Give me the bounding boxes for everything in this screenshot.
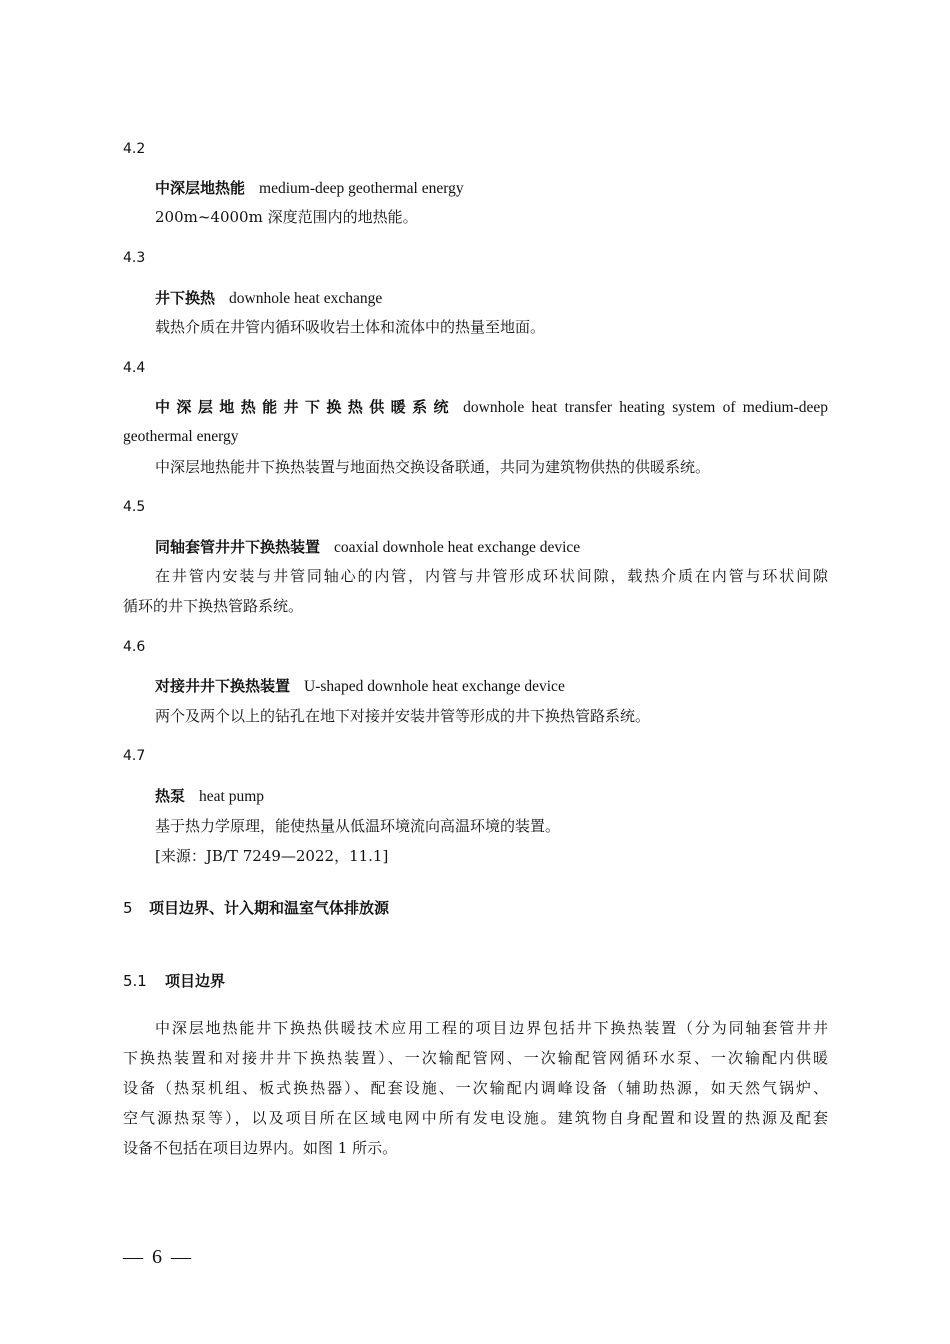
term-zh: 同轴套管井井下换热装置 bbox=[155, 538, 321, 556]
clause-number: 4.5 bbox=[123, 499, 146, 515]
term-en: downhole heat exchange bbox=[229, 290, 383, 307]
clause-number: 4.7 bbox=[123, 748, 146, 764]
section-heading bbox=[123, 898, 389, 918]
clause-number: 4.6 bbox=[123, 639, 146, 655]
section-number: 5 bbox=[123, 899, 133, 917]
term-heading bbox=[155, 785, 264, 808]
term-heading bbox=[155, 287, 382, 310]
term-en: downhole heat transfer heating system of medium-deep bbox=[463, 399, 828, 416]
paragraph-line: 下换热装置和对接井井下换热装置）、一次输配管网、一次输配管网循环水泵、一次输配内供暖 bbox=[123, 1049, 828, 1067]
term-zh: 中深层地热能 bbox=[155, 179, 246, 197]
subsection-heading bbox=[123, 971, 225, 991]
term-zh: 中深层地热能井下换热供暖系统 bbox=[155, 398, 455, 416]
page-number: — 6 — bbox=[123, 1246, 193, 1268]
term-zh: 井下换热 bbox=[155, 289, 216, 307]
term-definition: 载热介质在井管内循环吸收岩土体和流体中的热量至地面。 bbox=[155, 318, 546, 336]
term-zh: 对接井井下换热装置 bbox=[155, 677, 291, 695]
term-heading bbox=[155, 396, 828, 419]
term-definition: 两个及两个以上的钻孔在地下对接并安装井管等形成的井下换热管路系统。 bbox=[155, 707, 651, 725]
paragraph-line: 设备不包括在项目边界内。如图 1 所示。 bbox=[123, 1139, 398, 1157]
term-en: heat pump bbox=[199, 788, 265, 805]
term-definition: 中深层地热能井下换热装置与地面热交换设备联通，共同为建筑物供热的供暖系统。 bbox=[155, 458, 711, 476]
clause-number: 4.2 bbox=[123, 141, 146, 157]
subsection-number: 5.1 bbox=[123, 972, 147, 990]
term-en: medium-deep geothermal energy bbox=[259, 180, 464, 197]
term-definition: 200m~4000m 深度范围内的地热能。 bbox=[155, 208, 418, 226]
term-en-continued: geothermal energy bbox=[123, 428, 239, 445]
section-title: 项目边界、计入期和温室气体排放源 bbox=[149, 899, 390, 917]
term-heading bbox=[155, 177, 464, 200]
paragraph-line: 设备（热泵机组、板式换热器）、配套设施、一次输配内调峰设备（辅助热源，如天然气锅炉、 bbox=[123, 1079, 828, 1097]
clause-number: 4.3 bbox=[123, 250, 146, 266]
term-definition-continued: 循环的井下换热管路系统。 bbox=[123, 597, 304, 615]
term-zh: 热泵 bbox=[155, 787, 186, 805]
term-definition: 基于热力学原理，能使热量从低温环境流向高温环境的装置。 bbox=[155, 817, 561, 835]
term-definition: 在井管内安装与井管同轴心的内管，内管与井管形成环状间隙，载热介质在内管与环状间隙 bbox=[155, 567, 828, 585]
term-en: coaxial downhole heat exchange device bbox=[334, 539, 581, 556]
term-heading bbox=[155, 675, 565, 698]
paragraph-line: 空气源热泵等），以及项目所在区域电网中所有发电设施。建筑物自身配置和设置的热源及配套 bbox=[123, 1109, 828, 1127]
term-en: U-shaped downhole heat exchange device bbox=[304, 678, 565, 695]
term-heading bbox=[155, 536, 580, 559]
clause-number: 4.4 bbox=[123, 360, 146, 376]
term-source: [来源：JB/T 7249—2022，11.1] bbox=[155, 847, 389, 865]
subsection-title: 项目边界 bbox=[165, 972, 226, 990]
paragraph-line: 中深层地热能井下换热供暖技术应用工程的项目边界包括井下换热装置（分为同轴套管井井 bbox=[155, 1019, 828, 1037]
